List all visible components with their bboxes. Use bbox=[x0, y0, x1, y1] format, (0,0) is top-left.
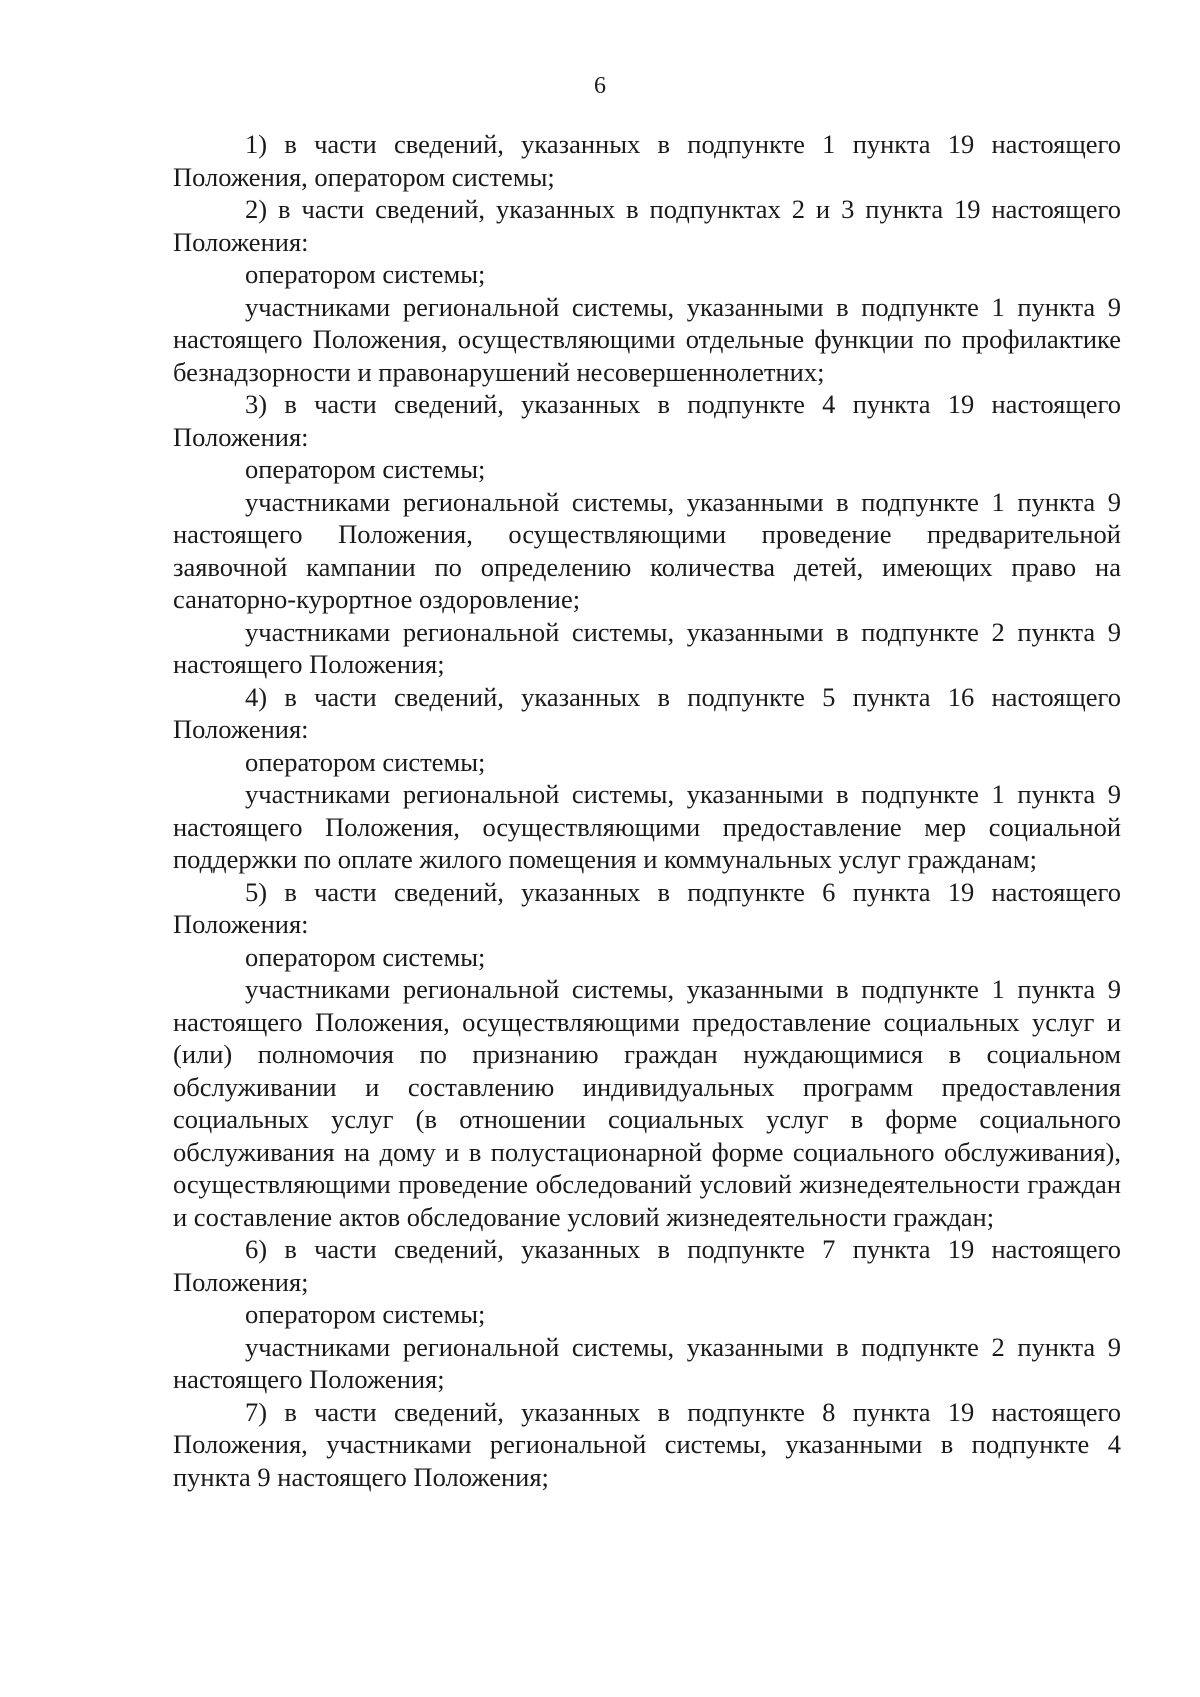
paragraph-participants: участниками региональной системы, указанными в подпункте 2 пункта 9 настоящего Положения; bbox=[173, 616, 1121, 679]
page-number: 6 bbox=[594, 73, 606, 99]
paragraph-item-4: 4) в части сведений, указанных в подпункте 5 пункта 16 настоящего Положения: bbox=[173, 681, 1121, 744]
paragraph-participants: участниками региональной системы, указанными в подпункте 1 пункта 9 настоящего Положения, осуществляющими проведение предварительной заявочной кампании по определению количества детей, имеющих право на санаторно-курортное оздоровление; bbox=[173, 486, 1121, 614]
document-body bbox=[173, 128, 1121, 1493]
paragraph-operator: оператором системы; bbox=[245, 746, 486, 777]
paragraph-operator: оператором системы; bbox=[245, 454, 486, 484]
paragraph-participants: участниками региональной системы, указанными в подпункте 2 пункта 9 настоящего Положения; bbox=[173, 1331, 1121, 1394]
paragraph-item-7: 7) в части сведений, указанных в подпункте 8 пункта 19 настоящего Положения, участниками региональной системы, указанными в подпункте 4 пункта 9 настоящего Положения; bbox=[173, 1396, 1121, 1492]
paragraph-operator: оператором системы; bbox=[245, 941, 486, 972]
paragraph-operator: оператором системы; bbox=[245, 1299, 486, 1329]
paragraph-item-2: 2) в части сведений, указанных в подпунктах 2 и 3 пункта 19 настоящего Положения: bbox=[173, 194, 1121, 257]
paragraph-operator: оператором системы; bbox=[245, 259, 486, 289]
paragraph-participants: участниками региональной системы, указанными в подпункте 1 пункта 9 настоящего Положения, осуществляющими предоставление социальных услуг и (или) полномочия по признанию граждан нуждающимися в социальном обслуживании и составлению индивидуальных программ предоставления социальных услуг (в отношении социальных услуг в форме социального обслуживания на дому и в полустационарной форме социального обслуживания), осуществляющими проведение обследований условий жизнедеятельности граждан и составление актов обследование условий жизнедеятельности граждан; bbox=[173, 974, 1121, 1232]
paragraph-item-1: 1) в части сведений, указанных в подпункте 1 пункта 19 настоящего Положения, оператором системы; bbox=[173, 129, 1121, 192]
paragraph-item-3: 3) в части сведений, указанных в подпункте 4 пункта 19 настоящего Положения: bbox=[173, 389, 1121, 452]
paragraph-participants: участниками региональной системы, указанными в подпункте 1 пункта 9 настоящего Положения, осуществляющими предоставление мер социальной поддержки по оплате жилого помещения и коммунальных услуг гражданам; bbox=[173, 779, 1121, 874]
paragraph-participants: участниками региональной системы, указанными в подпункте 1 пункта 9 настоящего Положения, осуществляющими отдельные функции по профилактике безнадзорности и правонарушений несовершеннолетних; bbox=[173, 291, 1121, 387]
paragraph-item-5: 5) в части сведений, указанных в подпункте 6 пункта 19 настоящего Положения: bbox=[173, 876, 1121, 939]
paragraph-item-6: 6) в части сведений, указанных в подпункте 7 пункта 19 настоящего Положения; bbox=[173, 1234, 1121, 1297]
